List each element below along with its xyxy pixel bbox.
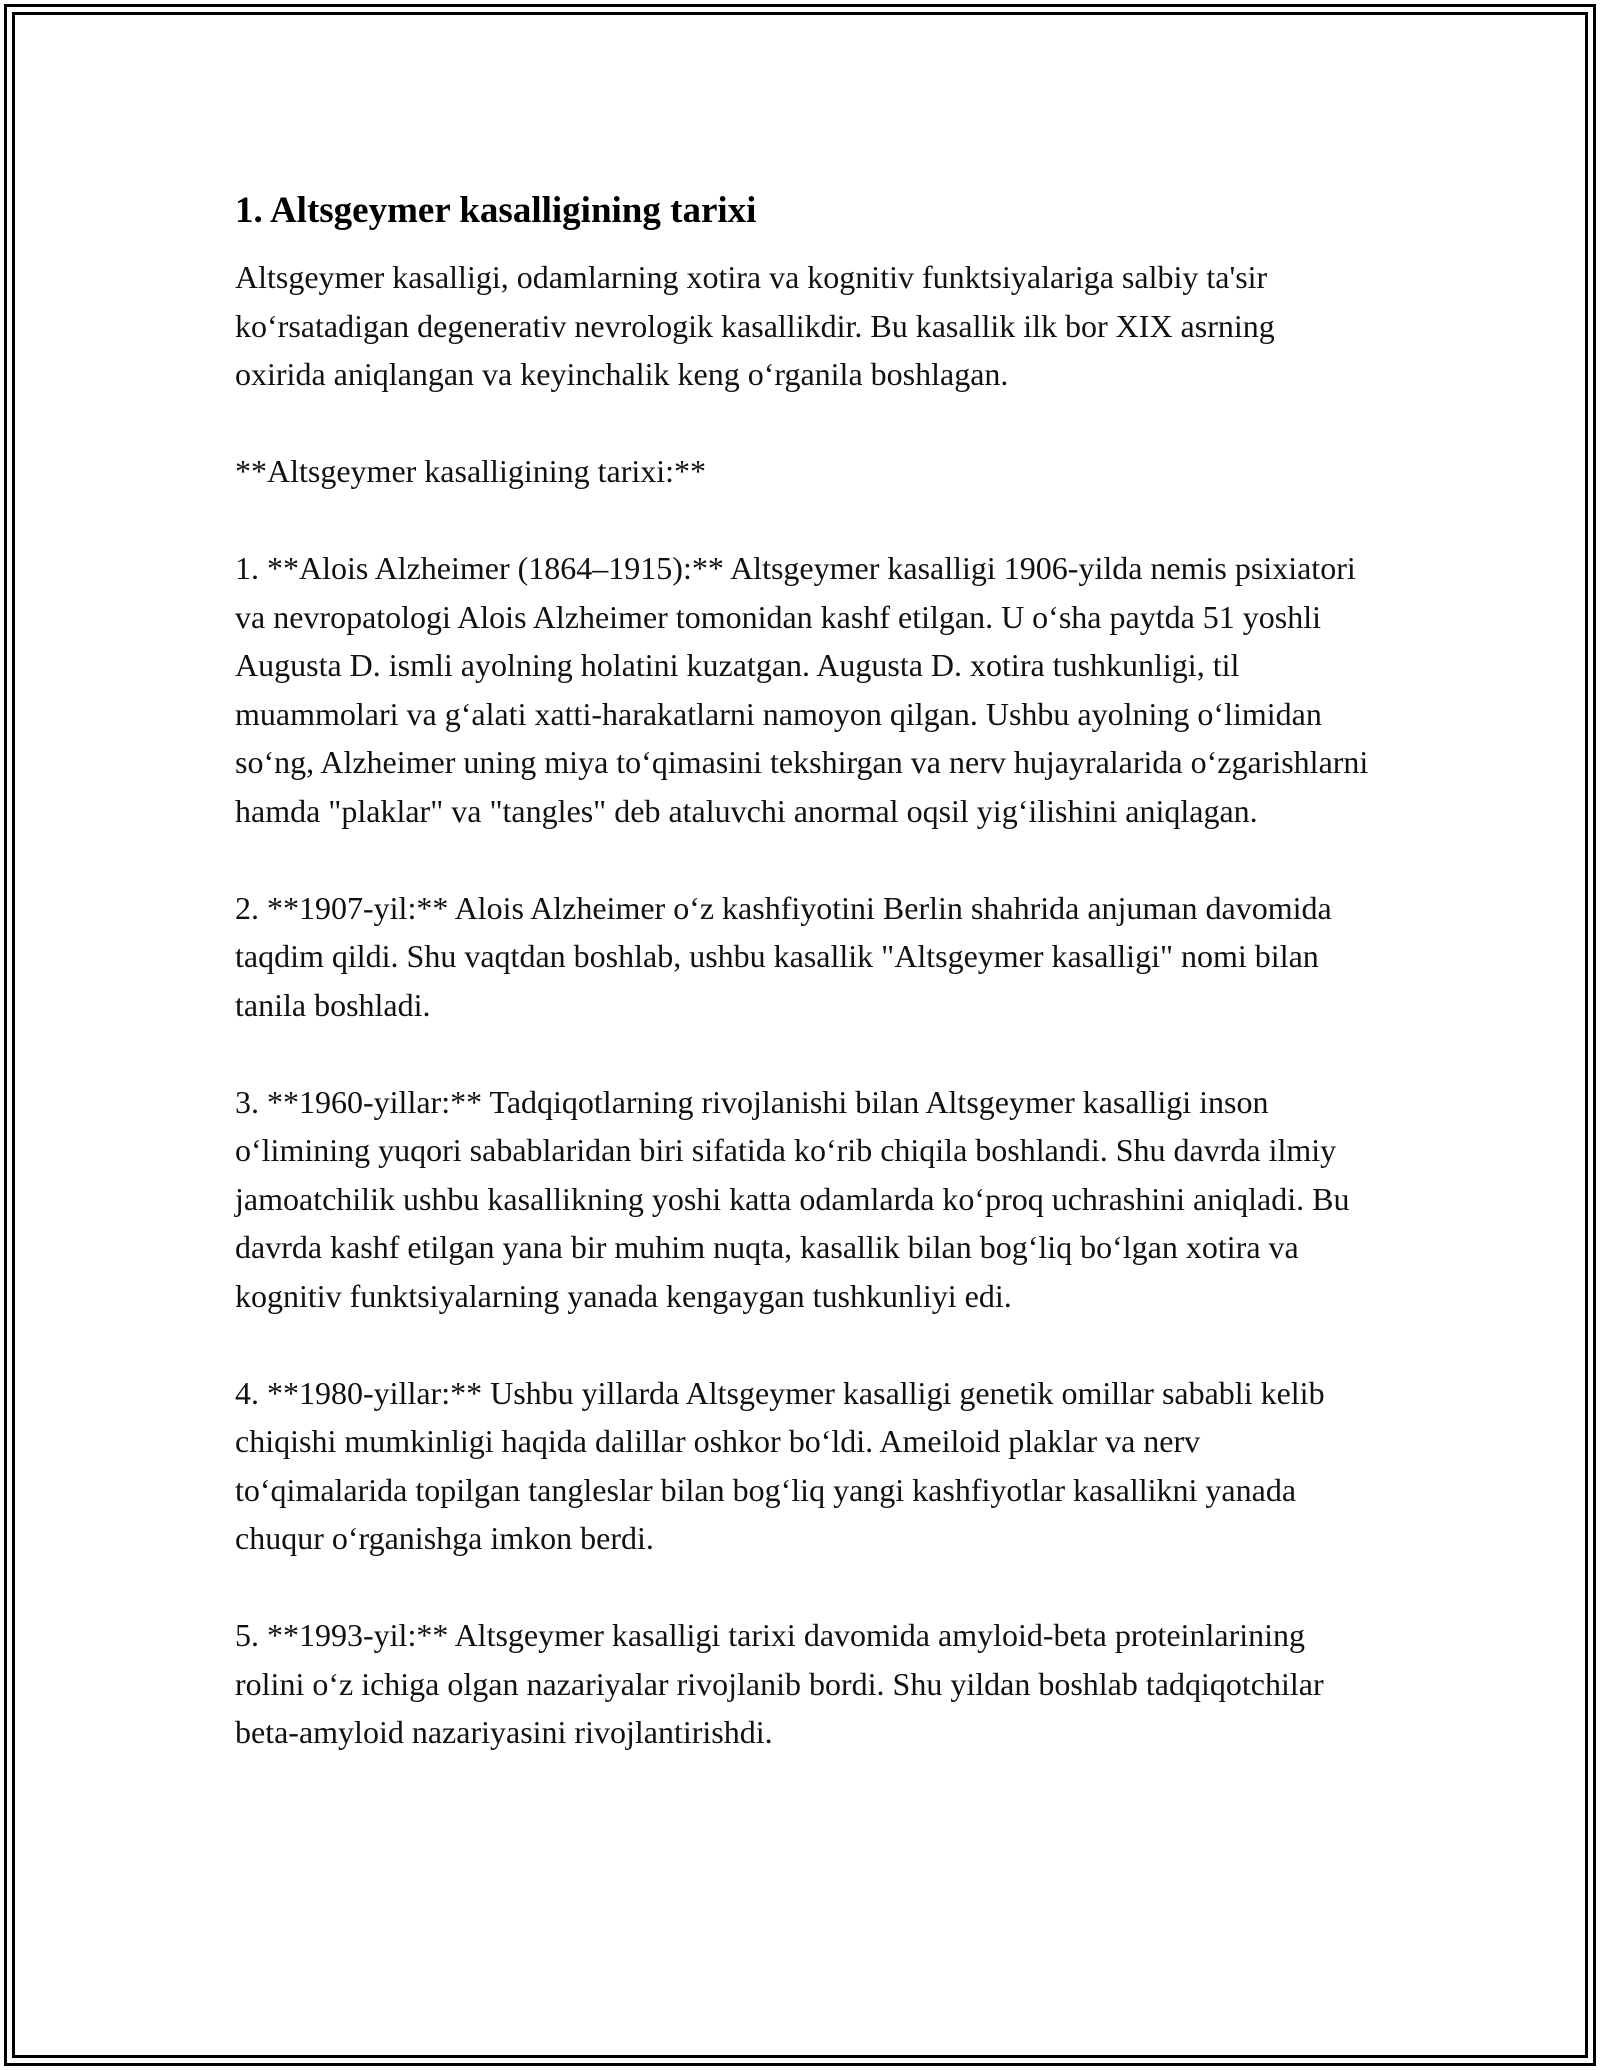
history-item-1: 1. **Alois Alzheimer (1864–1915):** Altsgeymer kasalligi 1906-yilda nemis psixiatori va nevropatologi Alois Alzheimer tomonidan kashf etilgan. U o‘sha paytda 51 yoshli Augusta D. ismli ayolning holatini kuzatgan. Augusta D. xotira tushkunligi, til muammolari va g‘alati xatti-harakatlarni namoyon qilgan. Ushbu ayolning o‘limidan so‘ng, Alzheimer uning miya to‘qimasini tekshirgan va nerv hujayralarida o‘zgarishlarni hamda "plaklar" va "tangles" deb ataluvchi anormal oqsil yig‘ilishini aniqlagan. bbox=[235, 550, 1369, 829]
intro-paragraph: Altsgeymer kasalligi, odamlarning xotira va kognitiv funktsiyalariga salbiy ta'sir ko‘rsatadigan degenerativ nevrologik kasallikdir. Bu kasallik ilk bor XIX asrning oxirida aniqlangan va keyinchalik keng o‘rganila boshlagan. bbox=[235, 259, 1275, 392]
history-item-3: 3. **1960-yillar:** Tadqiqotlarning rivojlanishi bilan Altsgeymer kasalligi inson o‘limining yuqori sabablaridan biri sifatida ko‘rib chiqila boshlandi. Shu davrda ilmiy jamoatchilik ushbu kasallikning yoshi katta odamlarda ko‘proq uchrashini aniqladi. Bu davrda kashf etilgan yana bir muhim nuqta, kasallik bilan bog‘liq bo‘lgan xotira va kognitiv funktsiyalarning yanada kengaygan tushkunliyi edi. bbox=[235, 1083, 1350, 1314]
document-title: 1. Altsgeymer kasalligining tarixi bbox=[235, 190, 757, 231]
history-item-4: 4. **1980-yillar:** Ushbu yillarda Altsgeymer kasalligi genetik omillar sababli kelib chiqishi mumkinligi haqida dalillar oshkor bo‘ldi. Ameiloid plaklar va nerv to‘qimalarida topilgan tangleslar bilan bog‘liq yangi kashfiyotlar kasallikni yanada chuqur o‘rganishga imkon berdi. bbox=[235, 1374, 1325, 1556]
document-body bbox=[235, 185, 1370, 1805]
history-item-2: 2. **1907-yil:** Alois Alzheimer o‘z kashfiyotini Berlin shahrida anjuman davomida taqdim qildi. Shu vaqtdan boshlab, ushbu kasallik "Altsgeymer kasalligi" nomi bilan tanila boshladi. bbox=[235, 889, 1332, 1023]
section-subheading: **Altsgeymer kasalligining tarixi:** bbox=[235, 453, 707, 489]
history-item-5: 5. **1993-yil:** Altsgeymer kasalligi tarixi davomida amyloid-beta proteinlarining rolini o‘z ichiga olgan nazariyalar rivojlanib bordi. Shu yildan boshlab tadqiqotchilar beta-amyloid nazariyasini rivojlantirishdi. bbox=[235, 1617, 1324, 1750]
